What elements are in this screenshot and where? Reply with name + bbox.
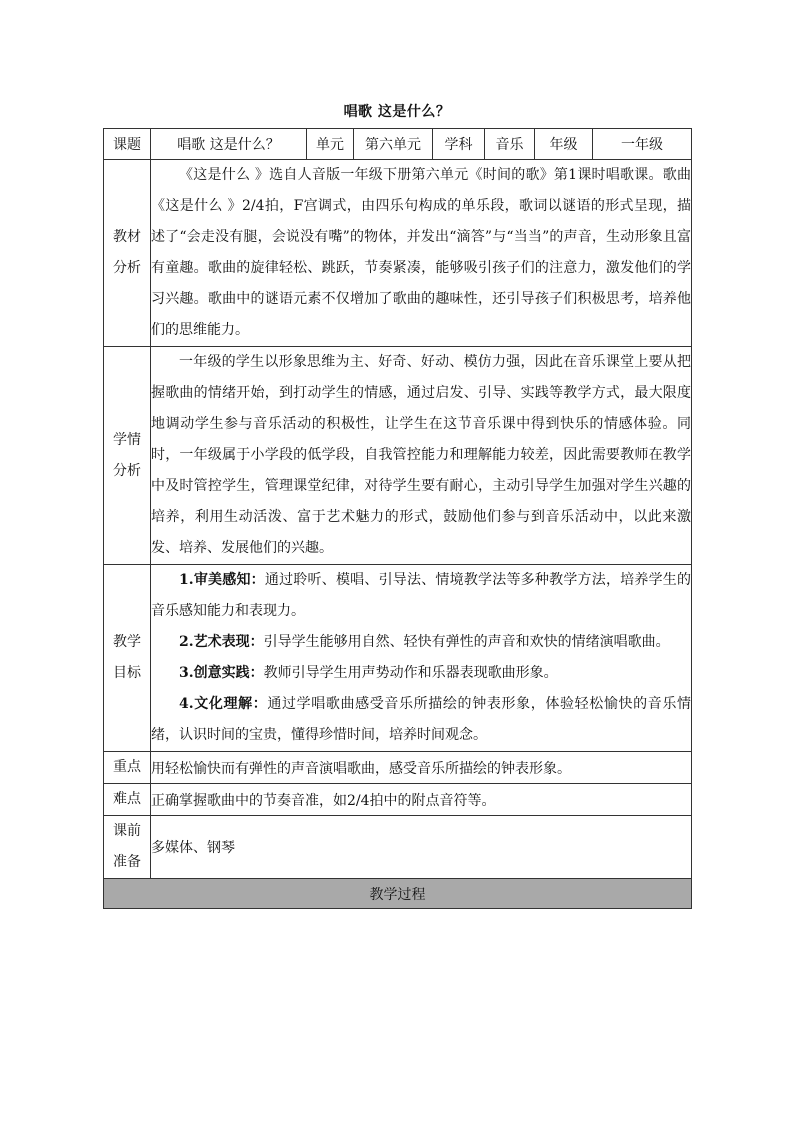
grade-label: 年级 (535, 129, 593, 160)
learner-analysis-row (104, 347, 692, 565)
preparation-row (104, 816, 692, 879)
grade-value: 一年级 (593, 129, 692, 160)
preparation-label: 课前 准备 (104, 816, 151, 879)
teaching-goals-row (104, 565, 692, 752)
unit-label: 单元 (307, 129, 354, 160)
key-point-text: 用轻松愉快而有弹性的声音演唱歌曲，感受音乐所描绘的钟表形象。 (151, 752, 692, 784)
unit-value: 第六单元 (354, 129, 433, 160)
goal-item: 1.审美感知：通过聆听、模唱、引导法、情境教学法等多种教学方法，培养学生的音乐感知能力和表现力。 (151, 572, 691, 619)
document-title: 唱歌 这是什么？ (343, 104, 451, 120)
goal-item: 3.创意实践：教师引导学生用声势动作和乐器表现歌曲形象。 (179, 665, 558, 681)
learner-analysis-label: 学情 分析 (104, 347, 151, 565)
difficulty-label: 难点 (104, 784, 151, 816)
subject-value: 唱歌 这是什么？ (151, 129, 307, 160)
goal-item: 4.文化理解：通过学唱歌曲感受音乐所描绘的钟表形象，体验轻松愉快的音乐情绪，认识时间的宝贵，懂得珍惜时间，培养时间观念。 (151, 696, 691, 743)
teaching-goals-label: 教学 目标 (104, 565, 151, 752)
teaching-process-header-row (104, 879, 692, 909)
discipline-value: 音乐 (485, 129, 535, 160)
teaching-goals-list (151, 565, 692, 752)
discipline-label: 学科 (433, 129, 485, 160)
lesson-plan-table (103, 128, 692, 909)
material-analysis-row (104, 160, 692, 347)
difficulty-text: 正确掌握歌曲中的节奏音准，如2/4拍中的附点音符等。 (151, 784, 692, 816)
header-row (104, 129, 692, 160)
preparation-text: 多媒体、钢琴 (151, 816, 692, 879)
teaching-process-header: 教学过程 (104, 879, 692, 909)
learner-analysis-text: 一年级的学生以形象思维为主、好奇、好动、模仿力强，因此在音乐课堂上要从把握歌曲的情绪开始，到打动学生的情感，通过启发、引导、实践等教学方式，最大限度地调动学生参与音乐活动的积极性，让学生在这节音乐课中得到快乐的情感体验。同时，一年级属于小学段的低学段，自我管控能力和理解能力较差，因此需要教师在教学中及时管控学生，管理课堂纪律，对待学生要有耐心，主动引导学生加强对学生兴趣的培养，利用生动活泼、富于艺术魅力的形式，鼓励他们参与到音乐活动中，以此来激发、培养、发展他们的兴趣。 (151, 347, 692, 565)
key-point-row (104, 752, 692, 784)
material-analysis-label: 教材 分析 (104, 160, 151, 347)
difficulty-row (104, 784, 692, 816)
goal-item: 2.艺术表现：引导学生能够用自然、轻快有弹性的声音和欢快的情绪演唱歌曲。 (179, 634, 670, 650)
key-point-label: 重点 (104, 752, 151, 784)
subject-label: 课题 (104, 129, 151, 160)
material-analysis-text: 《这是什么 》选自人音版一年级下册第六单元《时间的歌》第1课时唱歌课。歌曲《这是什么 》2/4拍，F宫调式，由四乐句构成的单乐段，歌词以谜语的形式呈现，描述了“会走没有腿，会说没有嘴”的物体，并发出“滴答”与“当当”的声音，生动形象且富有童趣。歌曲的旋律轻松、跳跃，节奏紧凑，能够吸引孩子们的注意力，激发他们的学习兴趣。歌曲中的谜语元素不仅增加了歌曲的趣味性，还引导孩子们积极思考，培养他们的思维能力。 (151, 160, 692, 347)
